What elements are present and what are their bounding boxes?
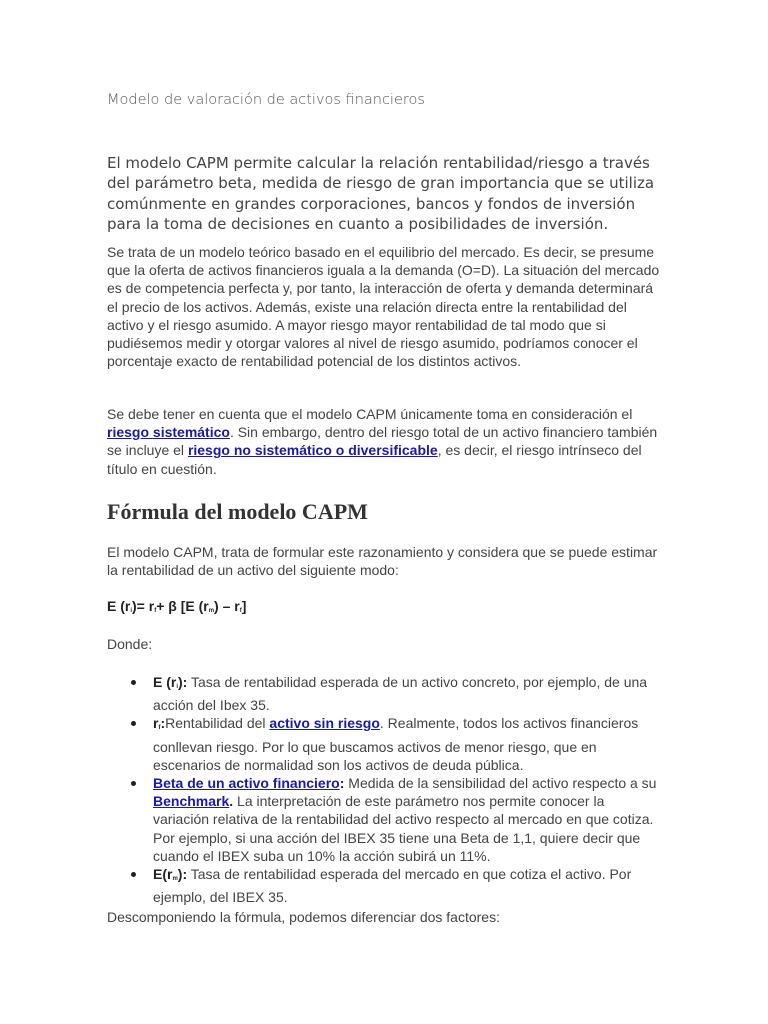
term-subscript: f [158, 725, 161, 732]
formula-part: )= r [132, 598, 155, 614]
list-item-risk-free [107, 714, 661, 774]
term-part: : [339, 775, 345, 792]
formula-subscript: f [154, 608, 157, 614]
capm-formula [107, 598, 246, 614]
document-title: Modelo de valoración de activos financieros [107, 92, 425, 108]
link-beta-activo-financiero[interactable]: Beta de un activo financiero [153, 775, 340, 792]
term-label [153, 866, 187, 882]
formula-part: E (r [107, 598, 131, 614]
bullet-icon [131, 721, 136, 726]
definition-text: Rentabilidad del [165, 715, 270, 732]
definition-text: Tasa de rentabilidad esperada de un activo concreto, por ejemplo, de una acción del Ibex 35. [153, 674, 648, 714]
text-segment: , es decir, el riesgo intrínseco del título en cuestión. [107, 442, 642, 477]
link-benchmark[interactable]: Benchmark [153, 793, 230, 810]
formula-subscript: f [239, 608, 242, 614]
bullet-icon [131, 872, 136, 877]
definition-text: . Realmente, todos los activos financieros conllevan riesgo. Por lo que buscamos activos de menor riesgo, que en escenarios de normalidad son los activos de deuda pública. [153, 715, 639, 773]
formula-part: ) – r [214, 598, 240, 614]
donde-label: Donde: [107, 636, 153, 652]
term-label [153, 674, 187, 690]
bullet-icon [131, 781, 136, 786]
term-part: . [229, 793, 234, 810]
definitions-list [107, 673, 667, 906]
definition-text: Tasa de rentabilidad esperada del mercado en que cotiza el activo. Por ejemplo, del IBEX 35. [153, 866, 632, 906]
intro-paragraph: El modelo CAPM permite calcular la relación rentabilidad/riesgo a través del parámetro beta, medida de riesgo de gran importancia que se utiliza comúnmente en grandes corporaciones, bancos y fondos de inversión para la toma de decisiones en cuanto a posibilidades de inversión. [107, 154, 655, 233]
term-part: r [153, 715, 159, 732]
list-item-expected-return [107, 673, 661, 714]
text-segment: Se debe tener en cuenta que el modelo CAPM únicamente toma en consideración el [107, 406, 633, 422]
link-activo-sin-riesgo[interactable]: activo sin riesgo [269, 715, 380, 732]
list-item-market-return [107, 865, 661, 906]
term-part: ): [178, 674, 188, 690]
formula-part: ] [241, 598, 247, 614]
link-riesgo-no-sistematico[interactable]: riesgo no sistemático o diversificable [187, 442, 438, 459]
paragraph-formula-intro: El modelo CAPM, trata de formular este razonamiento y considera que se puede estimar la rentabilidad de un activo del siguiente modo: [107, 544, 658, 579]
formula-subscript: i [130, 608, 133, 614]
term-label [153, 715, 165, 731]
paragraph-decomposition: Descomponiendo la fórmula, podemos diferenciar dos factores: [107, 909, 500, 925]
term-part: : [160, 715, 166, 732]
bullet-icon [131, 680, 136, 685]
link-riesgo-sistematico[interactable]: riesgo sistemático [107, 424, 230, 441]
term-subscript: m [172, 876, 178, 883]
formula-subscript: m [208, 608, 215, 614]
section-heading: Fórmula del modelo CAPM [107, 499, 368, 524]
term-subscript: i [176, 684, 179, 690]
list-item-beta [107, 774, 661, 865]
term-part: E(r [153, 866, 173, 883]
term-part: E (r [153, 674, 177, 690]
formula-part: + β [E (r [156, 598, 209, 614]
paragraph-equilibrium: Se trata de un modelo teórico basado en el equilibrio del mercado. Es decir, se presume que la oferta de activos financieros iguala a la demanda (O=D). La situación del mercado es de competencia perfecta y, por tanto, la interacción de oferta y demanda determinará el precio de los activos. Además, existe una relación directa entre la rentabilidad del activo y el riesgo asumido. A mayor riesgo mayor rentabilidad de tal modo que si pudiésemos medir y otorgar valores al nivel de riesgo asumido, podríamos conocer el porcentaje exacto de rentabilidad potencial de los distintos activos. [107, 244, 660, 370]
text-segment: . Sin embargo, dentro del riesgo total de un activo financiero también se incluye el [107, 424, 658, 459]
term-part: ): [177, 866, 188, 883]
definition-text: Medida de la sensibilidad del activo respecto a su [344, 775, 657, 792]
definition-text: La interpretación de este parámetro nos permite conocer la variación relativa de la rentabilidad del activo respecto al mercado en que cotiza. Por ejemplo, si una acción del IBEX 35 tiene una Beta de 1,1, quiere decir que cuando el IBEX suba un 10% la acción subirá un 11%. [153, 793, 654, 864]
paragraph-systematic-risk [107, 405, 662, 478]
